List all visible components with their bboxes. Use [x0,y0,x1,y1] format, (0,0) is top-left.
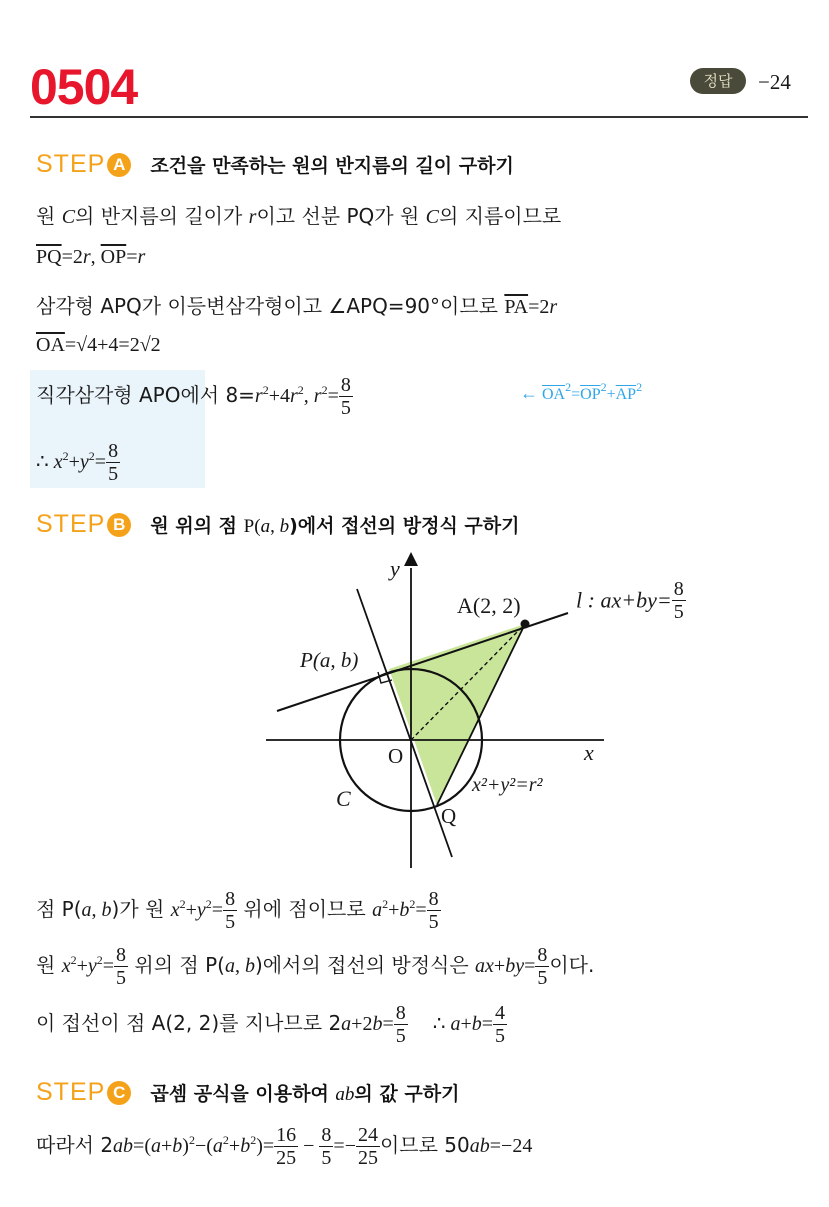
label-q: Q [441,804,457,828]
step-a-letter: A [107,153,131,177]
label-o: O [388,744,404,768]
step-b-line-1: 점 P(a, b)가 원 $x^2+y^2=$ $\frac{8}{5}$ 위에 점이므로 $a^2+b^2=$ $\frac{8}{5}$ [36,888,439,933]
step-a-line-3: 삼각형 APQ가 이등변삼각형이고 ∠APQ=90°이므로 $\overline{PA}=2r$ [36,294,558,318]
y-axis-arrow-icon [404,552,418,566]
step-c-title: 곱셈 공식을 이용하여 ab의 값 구하기 [150,1083,460,1105]
answer-badge: 정답 [690,68,746,94]
step-b-word: STEP [36,510,106,538]
step-b-line-2: 원 $x^2+y^2=$ $\frac{8}{5}$ 위의 점 P(a, b)에서의 접선의 방정식은 ax+by= $\frac{8}{5}$ 이다. [36,944,595,989]
step-b-letter: B [107,513,131,537]
label-y: y [390,556,400,581]
label-line-l: l : ax+by= $\frac{8}{5}$ [576,578,684,623]
label-c: C [336,786,351,811]
label-p: P(a, b) [300,648,359,672]
step-a-word: STEP [36,150,106,178]
step-b-line-3: 이 접선이 점 A(2, 2)를 지나므로 2a+2b= $\frac{8}{5}$ ∴ a+b= $\frac{4}{5}$ [36,1002,506,1047]
step-c-letter: C [107,1081,131,1105]
step-c-word: STEP [36,1078,106,1106]
arrow-left-icon: ← [520,383,538,403]
step-a-line-2: $\overline{PQ}=2r$, $\overline{OP}=r$ [36,246,146,268]
step-a-line-1: 원 C의 반지름의 길이가 r이고 선분 PQ가 원 C의 지름이므로 [36,204,562,228]
step-a-line-4: $\overline{OA}=√4+4=2√2$ [36,334,161,356]
step-b-title: 원 위의 점 P(a, b)에서 접선의 방정식 구하기 [150,515,520,537]
answer-value: −24 [758,70,791,94]
pythagoras-note: ← $\overline{OA}^2=\overline{OP}^2+\overline{AP}^2$ [520,380,643,403]
step-c-line-1: 따라서 $2ab=(a+b)^2-(a^2+b^2)=$ $\frac{16}{25}$ − $\frac{8}{5}$ =− $\frac{24}{25}$ 이므로 50ab=−24 [36,1124,533,1169]
point-a [521,620,530,629]
label-a: A(2, 2) [457,593,521,618]
problem-number: 0504 [30,59,138,115]
step-a-result: ∴ $x^2+y^2=$ $\frac{8}{5}$ [36,440,119,485]
label-circle-equation: x²+y²=r² [472,774,543,796]
step-c-heading [36,1078,459,1107]
step-a-title: 조건을 만족하는 원의 반지름의 길이 구하기 [150,155,514,177]
label-x: x [584,740,594,765]
step-a-line-5: 직각삼각형 APO에서 $8=r^2+4r^2$, $r^2=$ $\frac{8}{5}$ [36,374,351,419]
